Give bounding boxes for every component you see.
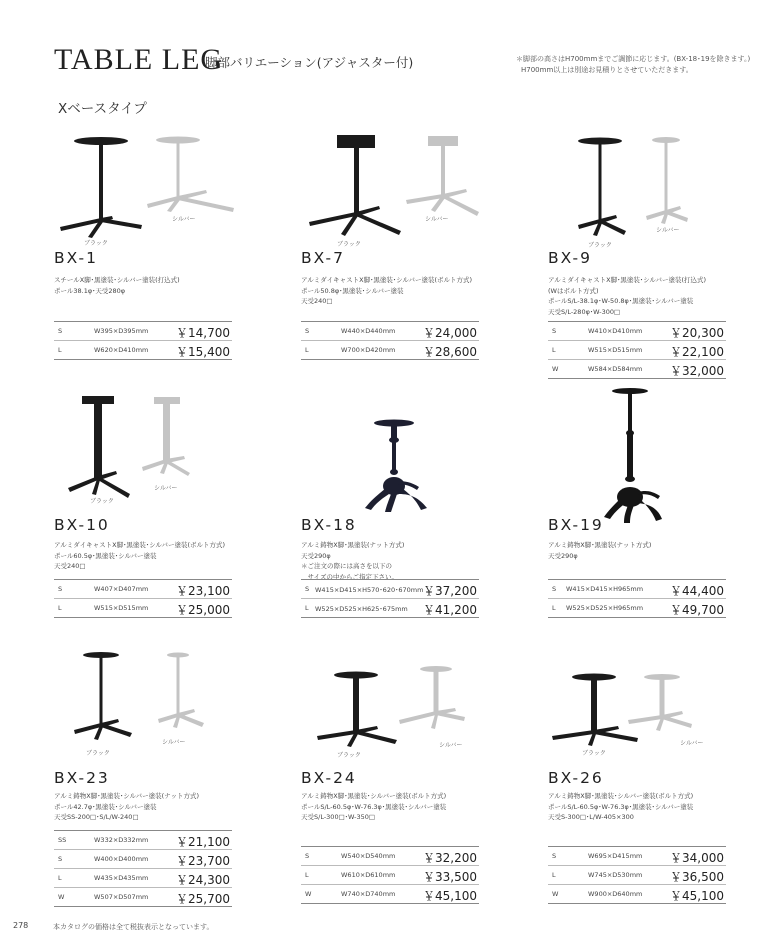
table-row <box>301 599 479 618</box>
price-cell: ￥22,100 <box>670 345 724 359</box>
price-cell: ￥33,500 <box>423 870 477 884</box>
price-cell: ￥34,000 <box>670 851 724 865</box>
price-table <box>548 579 726 618</box>
table-row <box>54 831 232 850</box>
desc-line: ポールS/L-60.5φ･W-76.3φ･黒塗装･シルバー塗装 <box>301 802 447 811</box>
product-desc <box>54 540 225 572</box>
price-cell: ￥45,100 <box>670 889 724 903</box>
label-black: ブラック <box>86 750 110 757</box>
price-table <box>301 846 479 904</box>
size-cell: S <box>552 585 557 593</box>
desc-line: アルミダイキャストX脚･黒塗装･シルバー塗装(打込式) <box>548 276 707 284</box>
label-black: ブラック <box>84 240 108 247</box>
table-row <box>548 360 726 379</box>
table-row <box>54 322 232 341</box>
model-name: BX-10 <box>54 516 110 534</box>
size-cell: SS <box>58 836 67 844</box>
header-note-line: ＊脚部の高さはH700mmまでご調節に応じます。(BX-18･19を除きます。) <box>516 55 751 63</box>
desc-line: アルミダイキャストX脚･黒塗装･シルバー塗装(ボルト方式) <box>54 541 226 549</box>
label-black: ブラック <box>337 241 361 248</box>
table-leg-image <box>548 130 738 260</box>
price-cell: ￥41,200 <box>423 603 477 617</box>
price-table <box>548 846 726 904</box>
price-table <box>301 579 479 618</box>
desc-line: 天受S/L-280φ･W-300□ <box>548 307 621 316</box>
table-row <box>548 341 726 360</box>
dimension-cell: W332×D332mm <box>94 836 149 844</box>
table-row <box>54 869 232 888</box>
price-table <box>54 830 232 907</box>
table-row <box>54 341 232 360</box>
dimension-cell: W525×D525×H965mm <box>566 604 644 612</box>
model-name: BX-19 <box>548 516 604 534</box>
table-leg-image <box>301 390 491 520</box>
price-cell: ￥15,400 <box>176 345 230 359</box>
table-row <box>54 850 232 869</box>
table-row <box>548 847 726 866</box>
desc-line: サイズの中からご指定下さい。 <box>301 572 398 581</box>
dimension-cell: W584×D584mm <box>588 365 643 373</box>
table-row <box>301 866 479 885</box>
size-cell: S <box>305 585 310 593</box>
label-black: ブラック <box>337 752 361 759</box>
dimension-cell: W525×D525×H625･675mm <box>315 605 408 613</box>
table-row <box>548 580 726 599</box>
size-cell: L <box>58 604 62 612</box>
size-cell: L <box>552 604 556 612</box>
size-cell: S <box>305 327 310 335</box>
size-cell: L <box>305 346 309 354</box>
size-cell: L <box>305 604 309 612</box>
dimension-cell: W400×D400mm <box>94 855 149 863</box>
size-cell: L <box>58 346 62 354</box>
label-silver: シルバー <box>439 742 463 749</box>
price-cell: ￥44,400 <box>670 584 724 598</box>
desc-line: 天受290φ <box>301 551 331 560</box>
page-subtitle: 脚部バリエーション(アジャスター付) <box>205 55 414 70</box>
desc-line: アルミダイキャストX脚･黒塗装･シルバー塗装(ボルト方式) <box>301 276 473 284</box>
price-cell: ￥32,000 <box>670 364 724 378</box>
desc-line: (Wはボルト方式) <box>548 286 599 295</box>
desc-line: ポール42.7φ･黒塗装･シルバー塗装 <box>54 802 157 811</box>
price-cell: ￥36,500 <box>670 870 724 884</box>
size-cell: L <box>552 346 556 354</box>
dimension-cell: W700×D420mm <box>341 346 396 354</box>
table-leg-image <box>54 130 244 260</box>
table-leg-image <box>301 660 491 760</box>
size-cell: L <box>552 871 556 879</box>
size-cell: S <box>552 852 557 860</box>
dimension-cell: W415×D415×H570･620･670mm <box>315 586 424 594</box>
size-cell: W <box>305 890 312 898</box>
price-cell: ￥25,700 <box>176 892 230 906</box>
size-cell: S <box>58 855 63 863</box>
size-cell: S <box>552 327 557 335</box>
table-row <box>548 866 726 885</box>
table-row <box>301 580 479 599</box>
desc-line: アルミ鋳物X脚･黒塗装･シルバー塗装(ナット方式) <box>54 792 200 800</box>
table-row <box>54 599 232 618</box>
product-desc <box>54 791 199 823</box>
price-cell: ￥20,300 <box>670 326 724 340</box>
price-table <box>54 579 232 618</box>
desc-line: 天受S/L-300□･W-350□ <box>301 813 376 821</box>
product-desc <box>548 791 693 823</box>
desc-line: 天受240□ <box>54 562 86 570</box>
section-title: Xベースタイプ <box>58 101 147 117</box>
table-leg-image <box>54 390 244 520</box>
price-cell: ￥21,100 <box>176 835 230 849</box>
dimension-cell: W407×D407mm <box>94 585 149 593</box>
model-name: BX-7 <box>301 249 345 267</box>
page-number: 278 <box>13 921 29 930</box>
dimension-cell: W395×D395mm <box>94 327 149 335</box>
label-silver: シルバー <box>172 216 196 223</box>
header-note <box>516 54 750 76</box>
desc-line: ポール50.8φ･黒塗装･シルバー塗装 <box>301 286 404 295</box>
price-cell: ￥28,600 <box>423 345 477 359</box>
dimension-cell: W540×D540mm <box>341 852 396 860</box>
desc-line: アルミ鋳物X脚･黒塗装･シルバー塗装(ボルト方式) <box>301 792 447 800</box>
product-desc <box>548 540 651 561</box>
table-row <box>54 888 232 907</box>
table-leg-image <box>548 385 738 525</box>
label-silver: シルバー <box>425 216 449 223</box>
table-leg-image <box>54 645 244 765</box>
desc-line: 天受290φ <box>548 551 578 560</box>
footer-note: 本カタログの価格は全て税抜表示となっています。 <box>53 923 214 931</box>
desc-line: アルミ鋳物X脚･黒塗装(ナット方式) <box>301 541 405 549</box>
price-cell: ￥23,700 <box>176 854 230 868</box>
size-cell: W <box>552 365 559 373</box>
page-title: TABLE LEG <box>54 43 224 76</box>
price-table <box>548 321 726 379</box>
product-desc <box>301 791 446 823</box>
dimension-cell: W507×D507mm <box>94 893 149 901</box>
size-cell: S <box>305 852 310 860</box>
model-name: BX-26 <box>548 769 604 787</box>
dimension-cell: W900×D640mm <box>588 890 643 898</box>
size-cell: S <box>58 327 63 335</box>
desc-line: アルミ鋳物X脚･黒塗装･シルバー塗装(ボルト方式) <box>548 792 694 800</box>
size-cell: W <box>58 893 65 901</box>
desc-line: ポールS/L-38.1φ･W-50.8φ･黒塗装･シルバー塗装 <box>548 297 694 305</box>
desc-line: 天受SS-200□･S/L/W-240□ <box>54 813 139 821</box>
header-note-line: H700mm以上は別途お見積りとさせていただきます。 <box>521 66 693 74</box>
product-desc <box>301 275 472 307</box>
table-row <box>301 885 479 904</box>
product-desc <box>54 275 180 296</box>
dimension-cell: W410×D410mm <box>588 327 643 335</box>
model-name: BX-1 <box>54 249 98 267</box>
table-leg-image <box>548 660 738 760</box>
size-cell: W <box>552 890 559 898</box>
price-cell: ￥24,300 <box>176 873 230 887</box>
size-cell: L <box>58 874 62 882</box>
model-name: BX-23 <box>54 769 110 787</box>
table-row <box>548 599 726 618</box>
dimension-cell: W515×D515mm <box>94 604 149 612</box>
label-black: ブラック <box>588 242 612 249</box>
desc-line: スチールX脚･黒塗装･シルバー塗装(打込式) <box>54 276 180 284</box>
dimension-cell: W435×D435mm <box>94 874 149 882</box>
dimension-cell: W440×D440mm <box>341 327 396 335</box>
table-row <box>548 885 726 904</box>
table-row <box>54 580 232 599</box>
desc-line: ポール60.5φ･黒塗装･シルバー塗装 <box>54 551 157 560</box>
dimension-cell: W745×D530mm <box>588 871 643 879</box>
price-cell: ￥37,200 <box>423 584 477 598</box>
desc-line: 天受240□ <box>301 297 333 305</box>
size-cell: L <box>305 871 309 879</box>
dimension-cell: W515×D515mm <box>588 346 643 354</box>
dimension-cell: W695×D415mm <box>588 852 643 860</box>
dimension-cell: W415×D415×H965mm <box>566 585 644 593</box>
label-silver: シルバー <box>154 485 178 492</box>
dimension-cell: W620×D410mm <box>94 346 149 354</box>
dimension-cell: W610×D610mm <box>341 871 396 879</box>
table-leg-image <box>301 130 491 260</box>
price-cell: ￥45,100 <box>423 889 477 903</box>
label-black: ブラック <box>582 750 606 757</box>
label-silver: シルバー <box>680 740 704 747</box>
desc-line: アルミ鋳物X脚･黒塗装(ナット方式) <box>548 541 652 549</box>
model-name: BX-24 <box>301 769 357 787</box>
price-cell: ￥49,700 <box>670 603 724 617</box>
model-name: BX-9 <box>548 249 592 267</box>
dimension-cell: W740×D740mm <box>341 890 396 898</box>
price-cell: ￥23,100 <box>176 584 230 598</box>
price-table <box>301 321 479 360</box>
price-cell: ￥14,700 <box>176 326 230 340</box>
price-cell: ￥24,000 <box>423 326 477 340</box>
desc-line: ポール38.1φ･天受280φ <box>54 286 126 295</box>
size-cell: S <box>58 585 63 593</box>
table-row <box>301 847 479 866</box>
product-desc <box>548 275 706 317</box>
table-row <box>548 322 726 341</box>
price-cell: ￥32,200 <box>423 851 477 865</box>
desc-line: ＊ご注文の際には高さを以下の <box>301 562 392 570</box>
price-table <box>54 321 232 360</box>
model-name: BX-18 <box>301 516 357 534</box>
desc-line: 天受S-300□･L/W-405×300 <box>548 813 634 821</box>
price-cell: ￥25,000 <box>176 603 230 617</box>
desc-line: ポールS/L-60.5φ･W-76.3φ･黒塗装･シルバー塗装 <box>548 802 694 811</box>
label-silver: シルバー <box>656 227 680 234</box>
label-black: ブラック <box>90 498 114 505</box>
label-silver: シルバー <box>162 739 186 746</box>
table-row <box>301 322 479 341</box>
table-row <box>301 341 479 360</box>
product-desc <box>301 540 404 582</box>
